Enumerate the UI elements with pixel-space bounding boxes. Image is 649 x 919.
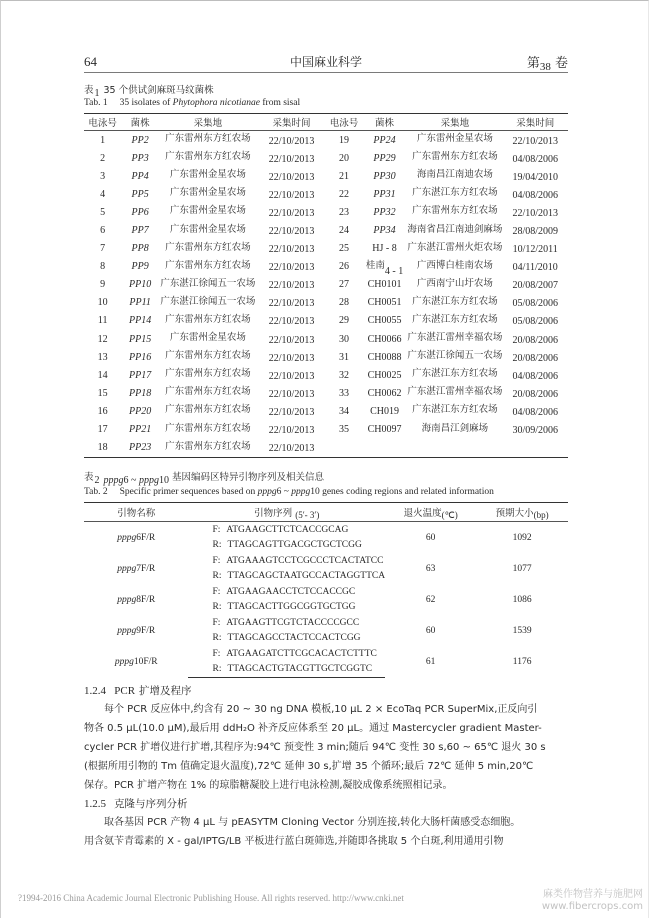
- cell-strain: CH0101: [367, 279, 402, 291]
- header-location: 采集地: [159, 114, 257, 131]
- cell-date: 22/10/2013: [268, 171, 315, 183]
- cell-no: 9: [100, 279, 106, 291]
- reverse-sequence: R: TTAGCAGCTAATGCCACTAGGTTCA: [212, 571, 386, 582]
- cell-loc: 广东雷州东方红农场: [165, 133, 251, 145]
- primer-name: pppg7F/R: [117, 563, 156, 574]
- cell-loc: 广东湛江东方红农场: [412, 295, 498, 307]
- isolate-row: [84, 439, 568, 458]
- forward-sequence: F: ATGAAAGTCCTCGCCCTCACTATCC: [212, 555, 384, 566]
- cell-no: 23: [338, 206, 349, 218]
- volume-number: 38: [539, 61, 551, 73]
- cell-loc: 广东雷州东方红农场: [159, 436, 257, 455]
- cell-no: 28: [338, 297, 349, 309]
- cell-strain: PP20: [129, 405, 152, 417]
- cell-no: 10: [97, 297, 108, 309]
- forward-sequence: F: ATGAAGTTCGTCTACCCCGCC: [212, 617, 360, 628]
- para-line: 取各基因 PCR 产物 4 μL 与 pEASYTM Cloning Vector 分别连接,转化大肠杆菌感受态细胞。: [104, 817, 521, 828]
- cell-date: 22/10/2013: [268, 153, 315, 165]
- primer-row: [84, 615, 568, 631]
- cell-no: 1: [100, 134, 106, 146]
- cell-strain: CH0088: [367, 351, 402, 363]
- cell-date: 10/12/2011: [512, 244, 558, 256]
- product-size: 1086: [512, 594, 532, 605]
- cell-no: 33: [338, 387, 349, 399]
- cell-strain: PP8: [131, 243, 149, 255]
- cell-date: 22/10/2013: [268, 316, 315, 328]
- cell-date: 22/10/2013: [268, 280, 315, 292]
- cell-strain: PP7: [131, 225, 149, 237]
- cell-loc: 广东湛江东方红农场: [412, 313, 498, 325]
- cell-no: 25: [338, 243, 349, 255]
- cell-loc: 广东湛江徐闻五一农场: [160, 295, 256, 307]
- cell-no: 24: [338, 225, 349, 237]
- header-primer-name: 引物名称: [84, 503, 188, 522]
- cell-loc: 广东雷州东方红农场: [412, 151, 498, 163]
- cell-strain: PP10: [129, 279, 152, 291]
- primer-table: [84, 502, 568, 678]
- cell-loc: 广东雷州东方红农场: [412, 205, 498, 217]
- cell-loc: 海南省昌江南迪剑麻场: [407, 223, 503, 235]
- cell-loc: 广东雷州金星农场: [169, 205, 246, 217]
- cell-strain: PP23: [121, 439, 159, 458]
- primer-name: pppg10F/R: [114, 656, 158, 667]
- cell-date: 22/10/2013: [268, 262, 315, 274]
- cell-strain: PP18: [129, 387, 152, 399]
- anneal-temp: 61: [425, 656, 436, 667]
- cell-loc: 广东湛江东方红农场: [412, 187, 498, 199]
- cell-loc: 广西南宁山圩农场: [416, 277, 493, 289]
- cell-date: 04/08/2006: [512, 406, 558, 418]
- cell-date: 22/10/2013: [512, 135, 558, 147]
- para-line: 每个 PCR 反应体中,约含有 20 ~ 30 ng DNA 模板,10 μL 2 × EcoTaq PCR SuperMix,正反向引: [104, 704, 538, 715]
- primer-row: [84, 522, 568, 538]
- running-head: [84, 52, 568, 73]
- table2-caption-cn: 表2 pppg6 ~ pppg10 基因编码区特异引物序列及相关信息: [84, 472, 324, 486]
- table1-caption-cn: 表1 35 个供试剑麻斑马纹菌株: [84, 85, 214, 99]
- cell-loc: 广东湛江东方红农场: [412, 368, 498, 380]
- cell-no: 15: [97, 387, 108, 399]
- reverse-sequence: R: TTAGCAGTTGACGCTGCTCGG: [212, 540, 362, 551]
- cell-no: 20: [338, 152, 349, 164]
- cell-loc: 广东雷州金星农场: [416, 133, 493, 145]
- cell-strain: PP16: [129, 351, 152, 363]
- cell-no: 29: [338, 315, 349, 327]
- cell-strain: CH0062: [367, 387, 402, 399]
- cell-date: 04/11/2010: [512, 262, 558, 274]
- cell-strain: [362, 439, 408, 458]
- cell-date: 22/10/2013: [268, 425, 315, 437]
- cell-date: 04/08/2006: [512, 189, 558, 201]
- cell-date: 22/10/2013: [268, 244, 315, 256]
- table2-caption-en: Tab. 2 Specific primer sequences based on pppg6 ~ pppg10 genes coding regions and related information: [84, 487, 494, 497]
- header-date: 采集时间: [502, 114, 568, 131]
- cell-no: 34: [338, 405, 349, 417]
- cell-no: 7: [100, 243, 106, 255]
- cell-date: 22/10/2013: [268, 370, 315, 382]
- cell-strain: PP15: [129, 333, 152, 345]
- cell-date: 22/10/2013: [512, 207, 558, 219]
- cell-loc: 广东湛江东方红农场: [412, 404, 498, 416]
- header-product-size: 预期大小(bp): [476, 503, 568, 522]
- cell-strain: PP17: [129, 369, 152, 381]
- cell-strain: PP9: [131, 261, 149, 273]
- section-1-2-5-heading: 1.2.5 克隆与序列分析: [84, 798, 188, 810]
- cell-date: 22/10/2013: [268, 352, 315, 364]
- cell-loc: 广东湛江雷州幸福农场: [407, 332, 503, 344]
- cell-no: 5: [100, 206, 106, 218]
- cell-no: 4: [100, 188, 106, 200]
- cell-date: 22/10/2013: [268, 226, 315, 238]
- cell-no: 17: [97, 424, 108, 436]
- cell-date: 22/10/2013: [268, 388, 315, 400]
- forward-sequence: F: ATGAAGCTTCTCACCGCAG: [212, 524, 349, 535]
- cell-no: 31: [338, 351, 349, 363]
- cell-strain: CH019: [370, 405, 399, 417]
- para-line: 保存。PCR 扩增产物在 1% 的琼脂糖凝胶上进行电泳检测,凝胶成像系统照相记录。: [84, 780, 453, 791]
- anneal-temp: 63: [425, 563, 436, 574]
- primer-row: [84, 584, 568, 600]
- cell-no: 6: [100, 225, 106, 237]
- cell-strain: CH0051: [367, 297, 402, 309]
- anneal-temp: 62: [425, 594, 436, 605]
- product-size: 1077: [512, 563, 532, 574]
- para-line: 用含氨苄青霉素的 X - gal/IPTG/LB 平板进行蓝白斑筛选,并随即各挑取 5 个白斑,利用通用引物: [84, 836, 504, 847]
- cell-loc: 广西博白桂南农场: [416, 259, 493, 271]
- cell-date: 28/08/2009: [512, 226, 558, 238]
- cell-date: 22/10/2013: [268, 334, 315, 346]
- cell-date: 22/10/2013: [257, 440, 326, 459]
- cell-date: 19/04/2010: [512, 171, 558, 183]
- cell-strain: PP24: [373, 134, 396, 146]
- cell-loc: 海南昌江南迪农场: [416, 169, 493, 181]
- para-line: cycler PCR 扩增仪进行扩增,其程序为:94℃ 预变性 3 min;随后 94℃ 变性 30 s,60 ~ 65℃ 退火 30 s: [84, 742, 546, 753]
- cell-loc: 广东雷州金星农场: [169, 332, 246, 344]
- anneal-temp: 60: [425, 625, 436, 636]
- cell-date: 20/08/2006: [512, 388, 558, 400]
- cell-loc: 广东雷州金星农场: [169, 169, 246, 181]
- cell-loc: 广东雷州金星农场: [169, 223, 246, 235]
- cell-strain: CH0066: [367, 333, 402, 345]
- header-no: 电泳号: [326, 114, 361, 131]
- cell-strain: PP11: [129, 297, 151, 309]
- cell-no: 35: [338, 424, 349, 436]
- cell-strain: PP30: [373, 170, 396, 182]
- header-anneal-temp: 退火温度(℃): [385, 503, 476, 522]
- section-1-2-5-body: [84, 813, 568, 851]
- cell-date: 04/08/2006: [512, 370, 558, 382]
- para-line: 物各 0.5 μL(10.0 μM),最后用 ddH₂O 补齐反应体系至 20 μL。通过 Mastercycler gradient Master-: [84, 723, 542, 734]
- header-location: 采集地: [407, 114, 502, 131]
- cell-no: [326, 439, 361, 458]
- cell-date: 20/08/2006: [512, 334, 558, 346]
- cell-loc: 广东湛江徐闻五一农场: [160, 277, 256, 289]
- cell-loc: 广东雷州东方红农场: [165, 241, 251, 253]
- cell-strain: PP34: [373, 225, 396, 237]
- cell-no: 16: [97, 405, 108, 417]
- journal-title: 中国麻业科学: [289, 55, 362, 69]
- header-strain: 菌株: [362, 114, 408, 131]
- cell-no: 11: [97, 315, 108, 327]
- cell-loc: 广东雷州东方红农场: [165, 313, 251, 325]
- cell-no: 26: [338, 261, 349, 273]
- cell-loc: 广东雷州东方红农场: [165, 404, 251, 416]
- cell-loc: 海南昌江剑麻场: [421, 422, 489, 434]
- cell-loc: 广东雷州东方红农场: [165, 151, 251, 163]
- cell-strain: 桂南4 - 1: [365, 259, 404, 277]
- section-1-2-4-heading: 1.2.4 PCR 扩增及程序: [84, 685, 192, 697]
- cell-strain: HJ - 8: [372, 243, 397, 255]
- cell-loc: 广东雷州东方红农场: [165, 368, 251, 380]
- cell-date: [502, 440, 568, 459]
- reverse-sequence: R: TTAGCACTGTACGTTGCTCGGTC: [188, 662, 385, 678]
- header-no: 电泳号: [84, 114, 121, 131]
- cell-strain: CH0097: [367, 424, 402, 436]
- cell-strain: PP4: [131, 170, 149, 182]
- primer-row: [84, 553, 568, 569]
- header-date: 采集时间: [257, 114, 326, 131]
- forward-sequence: F: ATGAAGAACCTCTCCACCGC: [212, 586, 356, 597]
- cell-loc: 广东雷州东方红农场: [165, 422, 251, 434]
- primer-name: pppg9F/R: [117, 625, 156, 636]
- reverse-sequence: R: TTAGCAGCCTACTCCACTCGG: [212, 633, 361, 644]
- anneal-temp: 60: [425, 532, 436, 543]
- cell-no: 14: [97, 369, 108, 381]
- cell-loc: 广东雷州东方红农场: [165, 350, 251, 362]
- cell-date: 05/08/2006: [512, 316, 558, 328]
- cell-strain: PP32: [373, 206, 396, 218]
- table2-header-row: [84, 503, 568, 522]
- cell-loc: 广东湛江雷州幸福农场: [407, 386, 503, 398]
- cell-no: 32: [338, 369, 349, 381]
- product-size: 1176: [512, 656, 532, 667]
- cell-loc: 广东湛江徐闻五一农场: [407, 350, 503, 362]
- copyright-footer: ?1994-2016 China Academic Journal Electronic Publishing House. All rights reserved. http://www.cnki.net: [18, 893, 404, 903]
- product-size: 1539: [512, 625, 532, 636]
- cell-no: 3: [100, 170, 106, 182]
- cell-no: 12: [97, 333, 108, 345]
- cell-date: 30/09/2006: [512, 425, 558, 437]
- primer-name: pppg8F/R: [117, 594, 156, 605]
- cell-strain: PP3: [131, 152, 149, 164]
- cell-date: 20/08/2007: [512, 280, 558, 292]
- para-line: (根据所用引物的 Tm 值确定退火温度),72℃ 延伸 30 s,扩增 35 个循环;最后 72℃ 延伸 5 min,20℃: [84, 761, 534, 772]
- cell-strain: PP2: [131, 134, 149, 146]
- cell-loc: 广东雷州金星农场: [169, 187, 246, 199]
- cell-loc: [407, 436, 502, 455]
- cell-strain: PP29: [373, 152, 396, 164]
- cell-no: 19: [338, 134, 349, 146]
- cell-date: 05/08/2006: [512, 298, 558, 310]
- cell-no: 21: [338, 170, 349, 182]
- cell-date: 22/10/2013: [268, 189, 315, 201]
- cell-no: 27: [338, 279, 349, 291]
- cell-date: 04/08/2006: [512, 153, 558, 165]
- cell-no: 2: [100, 152, 106, 164]
- watermark: 麻类作物营养与施肥网 www.fibercrops.com: [541, 889, 643, 912]
- header-primer-seq: 引物序列 (5′- 3′): [188, 503, 385, 522]
- table1-caption-en: Tab. 1 35 isolates of Phytophora nicotianae from sisal: [84, 98, 301, 108]
- product-size: 1092: [512, 532, 532, 543]
- header-strain: 菌株: [121, 114, 159, 131]
- cell-strain: PP31: [373, 188, 396, 200]
- cell-no: 30: [338, 333, 349, 345]
- cell-loc: 广东雷州东方红农场: [165, 386, 251, 398]
- cell-strain: PP6: [131, 206, 149, 218]
- section-1-2-4-body: [84, 700, 568, 795]
- cell-date: 22/10/2013: [268, 207, 315, 219]
- page-number: 64: [84, 54, 97, 69]
- isolates-table: [84, 113, 568, 458]
- primer-row: [84, 646, 568, 662]
- cell-date: 22/10/2013: [268, 135, 315, 147]
- primer-name: pppg6F/R: [117, 532, 156, 543]
- cell-strain: PP21: [129, 424, 152, 436]
- cell-strain: CH0025: [367, 369, 402, 381]
- cell-date: 22/10/2013: [268, 298, 315, 310]
- cell-no: 8: [100, 261, 106, 273]
- cell-loc: 广东雷州东方红农场: [165, 259, 251, 271]
- forward-sequence: F: ATGAAGATCTTCGCACACTCTTTC: [212, 648, 377, 659]
- reverse-sequence: R: TTAGCACTTGGCGGTGCTGG: [212, 602, 356, 613]
- cell-date: 20/08/2006: [512, 352, 558, 364]
- cell-loc: 广东湛江雷州火炬农场: [407, 241, 503, 253]
- cell-strain: PP14: [129, 315, 152, 327]
- cell-strain: PP5: [131, 188, 149, 200]
- cell-strain: CH0055: [367, 315, 402, 327]
- volume-label: 第$_{38}$ 卷: [526, 56, 568, 73]
- cell-no: 22: [338, 188, 349, 200]
- cell-no: 13: [97, 351, 108, 363]
- cell-date: 22/10/2013: [268, 406, 315, 418]
- cell-no: 18: [84, 439, 121, 458]
